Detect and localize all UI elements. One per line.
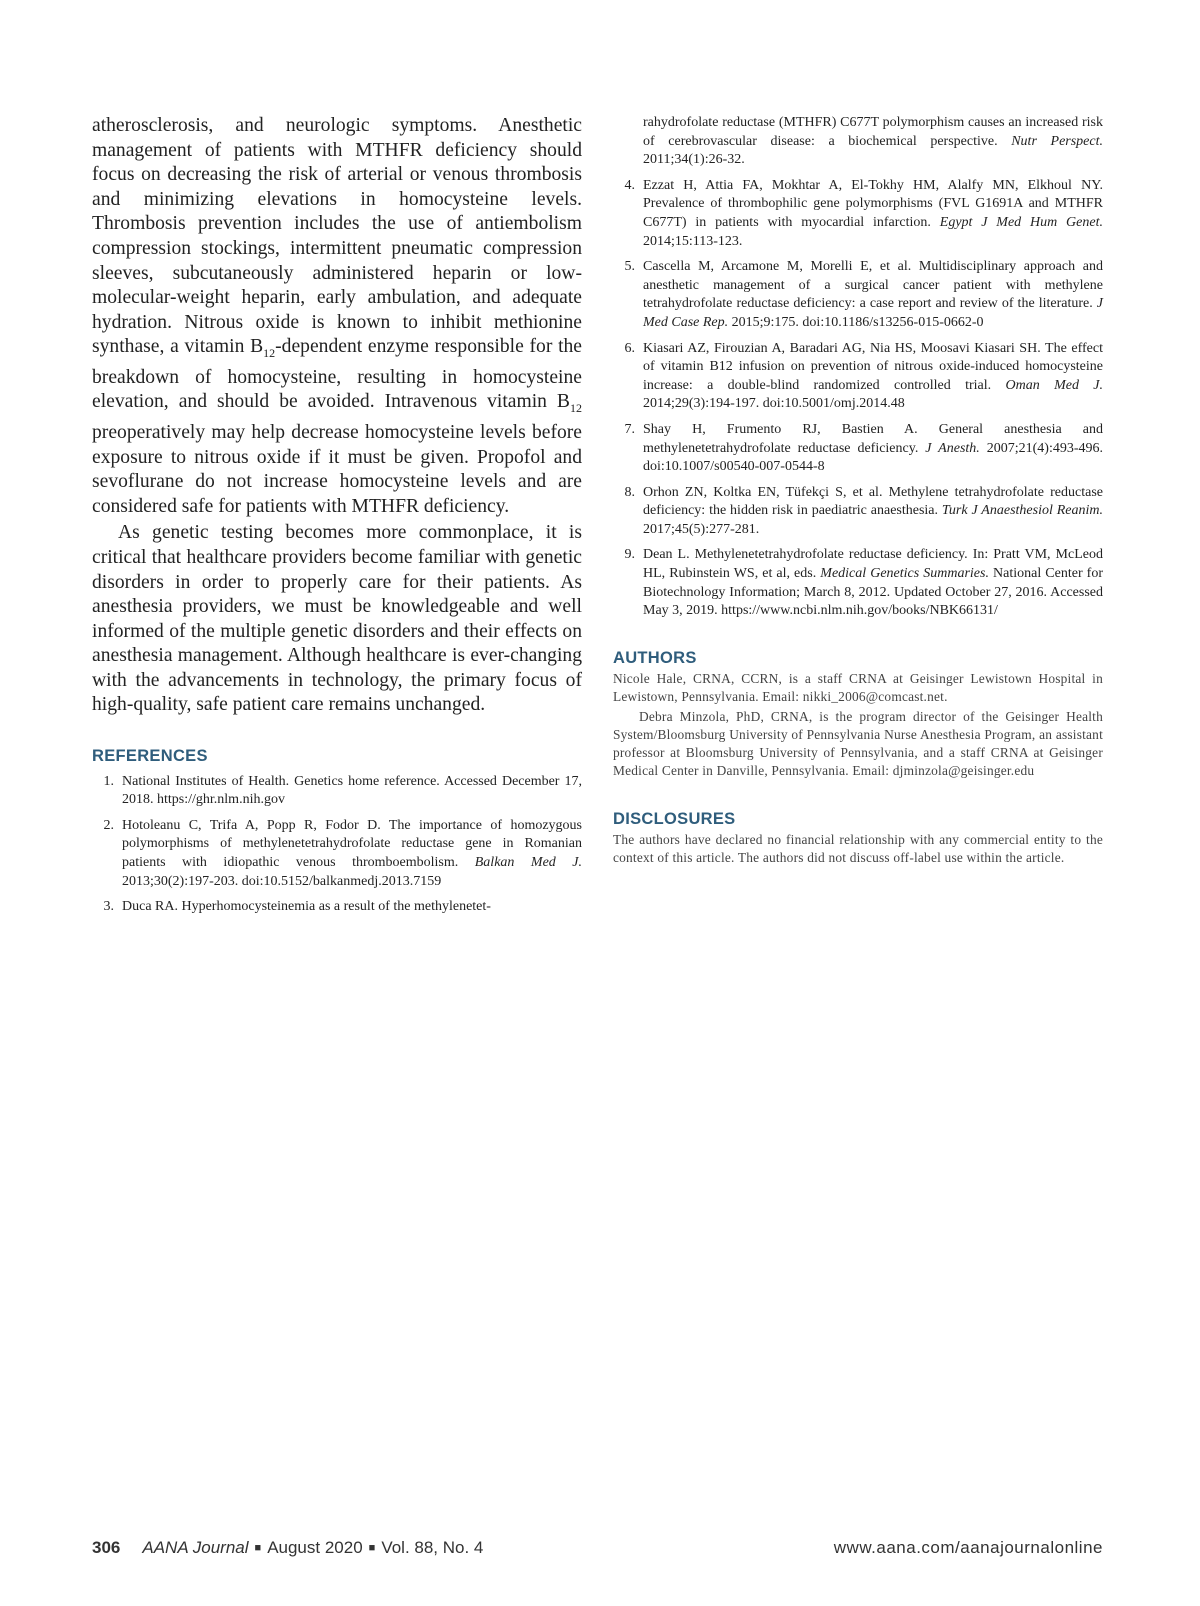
- reference-item: 2. Hotoleanu C, Trifa A, Popp R, Fodor D. The importance of homozygous polymorphisms of methylenetetrahydrofolate reductase gene in Romanian patients with idiopathic venous thromboembolism. Balkan Med J. 2013;30(2):197-203. doi:10.5152/balkanmedj.2013.7159: [103, 817, 582, 889]
- reference-item: 3. Duca RA. Hyperhomocysteinemia as a result of the methylenetet-: [103, 899, 491, 915]
- disclosures-heading: DISCLOSURES: [613, 809, 736, 828]
- authors-heading: AUTHORS: [613, 648, 697, 667]
- reference-item: 6. Kiasari AZ, Firouzian A, Baradari AG, Nia HS, Moosavi Kiasari SH. The effect of vitamin B12 infusion on prevention of nitrous oxide-induced homocysteine increase: a double-blind randomized controlled trial. Oman Med J. 2014;29(3):194-197. doi:10.5001/omj.2014.48: [624, 340, 1104, 412]
- volume-issue: Vol. 88, No. 4: [381, 1538, 484, 1557]
- body-paragraph-2: As genetic testing becomes more commonplace, it is critical that healthcare providers become familiar with genetic disorders in order to properly care for their patients. As anesthesia providers, we must be knowledgeable and well informed of the multiple genetic disorders and their effects on anesthesia management. Although healthcare is ever-changing with the advancements in technology, the primary focus of high-quality, safe patient care remains unchanged.: [92, 522, 582, 716]
- reference-list-left: [92, 773, 582, 917]
- author-bio-2: Debra Minzola, PhD, CRNA, is the program director of the Geisinger Health System/Bloomsburg University of Pennsylvania Nurse Anesthesia Program, an assistant professor at Bloomsburg University of Pennsylvania, and a staff CRNA at Geisinger Medical Center in Danville, Pennsylvania. Email: djminzola@geisinger.edu: [613, 708, 1103, 778]
- body-paragraph-1: atherosclerosis, and neurologic symptoms. Anesthetic management of patients with MTHFR deficiency should focus on decreasing the risk of arterial or venous thrombosis and minimizing elevations in homocysteine levels. Thrombosis prevention includes the use of antiembolism compression stockings, intermittent pneumatic compression sleeves, subcutaneously administered heparin or low-molecular-weight heparin, early ambulation, and adequate hydration. Nitrous oxide is known to inhibit methionine synthase, a vitamin $B_{12}$-dependent enzyme responsible for the breakdown of homocysteine, resulting in homocysteine elevation, and should be avoided. Intravenous vitamin $B_{12}$ preoperatively may help decrease homocysteine levels before exposure to nitrous oxide if it must be given. Propofol and sevoflurane do not increase homocysteine levels and are considered safe for patients with MTHFR deficiency.: [92, 115, 583, 517]
- page-footer: [92, 1538, 1103, 1558]
- left-column: [92, 114, 582, 924]
- page-number: 306: [92, 1538, 121, 1557]
- journal-url[interactable]: www.aana.com/aanajournalonline: [833, 1538, 1103, 1557]
- reference-item-continued: rahydrofolate reductase (MTHFR) C677T polymorphism causes an increased risk of cerebrovascular disease: a biochemical perspective. Nutr Perspect. 2011;34(1):26-32.: [643, 115, 1103, 168]
- reference-item: 8. Orhon ZN, Koltka EN, Tüfekçi S, et al. Methylene tetrahydrofolate reductase deficiency: the hidden risk in paediatric anaesthesia. Turk J Anaesthesiol Reanim. 2017;45(5):277-281.: [624, 484, 1104, 537]
- reference-item: 7. Shay H, Frumento RJ, Bastien A. General anesthesia and methylenetetrahydrofolate reductase deficiency. J Anesth. 2007;21(4):493-496. doi:10.1007/s00540-007-0544-8: [624, 421, 1103, 475]
- right-column: [613, 114, 1103, 867]
- reference-item: 4. Ezzat H, Attia FA, Mokhtar A, El-Tokhy HM, Alalfy MN, Elkhoul NY. Prevalence of thrombophilic gene polymorphisms (FVL G1691A and MTHFR C677T) in patients with myocardial infarction. Egypt J Med Hum Genet. 2014;15:113-123.: [624, 177, 1103, 249]
- reference-item: 1. National Institutes of Health. Genetics home reference. Accessed December 17, 2018. https://ghr.nlm.nih.gov: [103, 773, 582, 808]
- references-heading: REFERENCES: [92, 747, 208, 766]
- author-bio-1: Nicole Hale, CRNA, CCRN, is a staff CRNA at Geisinger Lewistown Hospital in Lewistown, Pennsylvania. Email: nikki_2006@comcast.net.: [613, 670, 1103, 704]
- reference-item: 5. Cascella M, Arcamone M, Morelli E, et al. Multidisciplinary approach and anesthetic management of a surgical cancer patient with methylene tetrahydrofolate reductase deficiency: a case report and review of the literature. J Med Case Rep. 2015;9:175. doi:10.1186/s13256-015-0662-0: [624, 259, 1103, 330]
- separator: ■: [254, 1542, 262, 1554]
- reference-item: 9. Dean L. Methylenetetrahydrofolate reductase deficiency. In: Pratt VM, McLeod HL, Rubinstein WS, et al, eds. Medical Genetics Summaries. National Center for Biotechnology Information; March 8, 2012. Updated October 27, 2016. Accessed May 3, 2019. https://www.ncbi.nlm.nih.gov/books/NBK66131/: [624, 547, 1103, 619]
- reference-list-right: [613, 177, 1103, 621]
- separator: ■: [368, 1542, 376, 1554]
- footer-left: [92, 1538, 483, 1558]
- disclosures-text: The authors have declared no financial relationship with any commercial entity to the context of this article. The authors did not discuss off-label use within the article.: [613, 831, 1103, 865]
- journal-name: AANA Journal: [142, 1538, 249, 1557]
- issue-date: August 2020: [267, 1538, 363, 1557]
